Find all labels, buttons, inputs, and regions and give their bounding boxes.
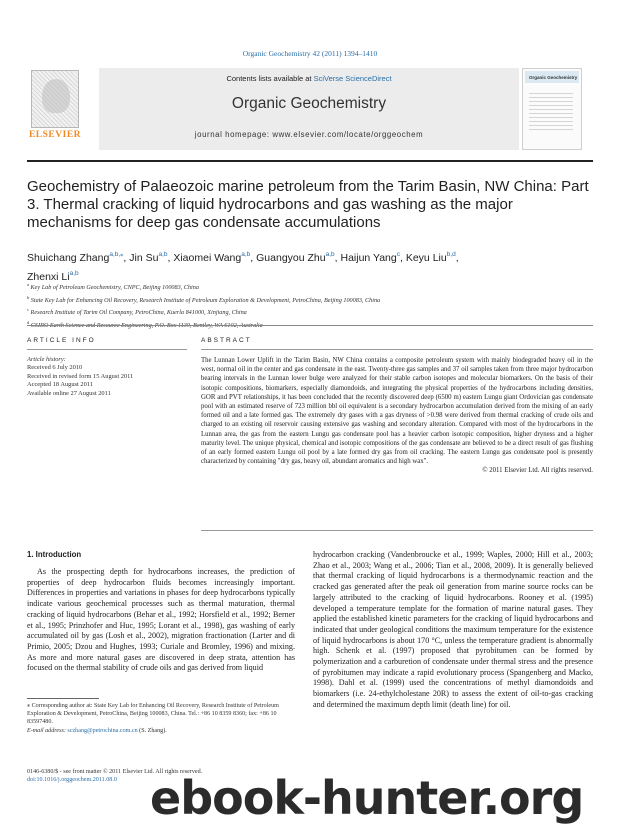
history-item: Received 6 July 2010 [27,364,83,372]
abstract-section [201,337,593,474]
abstract-heading: ABSTRACT [201,337,252,344]
body-paragraph: hydrocarbon cracking (Vandenbroucke et al., 1999; Waples, 2000; Hill et al., 2003; Zhao et al., 2003; Wang et al., 2006; Tian et al., 2008, 2009). It is generally believed that thermal cracking of liquid hydrocarbons is a thermodynamic reaction and the cracked gas generated after the peak oil generation from marine source rocks can be largely attributed to the cracking of liquid hydrocarbons. Rooney et al. (1995) developed a temperature template for the formation of marine natural gases. They applied the established kinetic parameters for the cracking of liquid hydrocarbons and indicated that under geological conditions the maximum temperature for the existence of liquid hydrocarbons is about 170 °C, unless the temperature gradient is abnormally high. Schenk et al. (1997) proposed that pyrobitumen can be formed by polymerization and a carburetion of condensate under thermal stress and the presence of pyrobitumen may indicate a rapid evolutionary process (Spangenberg and Macko, 1998). Dahl et al. (1999) used the concentrations of methyl diamondoids and biomarkers (i.e. 24-ethylcholestane 20R) to assess the extent of oil-to-gas cracking and determined the maximum depth limit (death line) for oil. [313,550,593,709]
affiliation-list [27,280,593,330]
journal-name: Organic Geochemistry [231,95,387,112]
front-matter-line: 0146-6380/$ - see front matter © 2011 Elsevier Ltd. All rights reserved. [27,769,203,775]
section-heading: 1. Introduction [27,550,82,559]
copyright-notice: © 2011 Elsevier Ltd. All rights reserved. [482,467,593,475]
affiliation: $^a$ Key Lab of Petroleum Geochemistry, CNPC, Beijing 100083, China [27,282,199,291]
history-item: Accepted 18 August 2011 [27,381,93,389]
article-info-rule [27,349,187,350]
masthead [99,68,519,150]
title-block-divider [27,325,593,326]
author[interactable]: Haijun Yang$^c$, [340,251,406,264]
affiliation: $^b$ State Key Lab for Enhancing Oil Recovery, Research Institute of Petroleum Exploration & Development, PetroChina, Beijing 100083, China [27,294,381,304]
author[interactable]: Guangyou Zhu$^{a,b}$, [256,251,341,264]
journal-cover-image[interactable] [522,68,582,150]
history-item: Received in revised form 15 August 2011 [27,372,134,380]
abstract-rule [201,349,593,350]
author[interactable]: Keyu Liu$^{b,d}$, [405,251,459,264]
article-title: Geochemistry of Palaeozoic marine petroleum from the Tarim Basin, NW China: Part 3. Thermal cracking of liquid hydrocarbons and gas washing as the major mechanisms for deep gas condensate accumulations [27,178,589,231]
author-email-link[interactable]: sczhang@petrochina.com.cn [67,727,138,734]
journal-homepage[interactable]: journal homepage: www.elsevier.com/locate/orggeochem [194,130,424,139]
footnote-rule [27,698,99,699]
author[interactable]: Shuichang Zhang$^{a,b,⁎}$, [27,251,130,264]
sciencedirect-link[interactable]: SciVerse ScienceDirect [313,74,392,83]
history-item: Available online 27 August 2011 [27,389,111,397]
abstract-text: The Lunnan Lower Uplift in the Tarim Basin, NW China contains a composite petroleum system with mainly biodegraded heavy oil in the west, normal oil in the center and gas condensate in the east. Twenty-three gas samples and 37 oil samples taken from three major hydrocarbon bearing intervals in the Lunnan lower bulge were analyzed for their stable carbon isotopes and molecular biomarkers. On the basis of their isotopic compositions, biomarkers, especially diamondoids, and integrating the physical properties of the hydrocarbons including densities, GOR and PVT relationships, it has been concluded that the recently discovered deep (6500 m) eastern Lungu giant Ordovician gas condensate pool with an estimated reserve of 723 million bbl oil equivalent is a secondary hydrocarbon accumulation derived from the mixing of an early formed oil and a late formed gas. The extremely dry gases with a gas dryness of >0.98 were derived from thermal cracking of crude oils and charged to an existing oil reservoir causing extensive gas washing and secondary alteration. Compared with most of the hydrocarbons in the Lunnan area, the gas from the eastern Lungu gas condensate pool has a heavier carbon isotopic composition, higher dryness and a higher maturity level. The unique physical, chemical and isotopic compositions of the gas condensate are believed to be a direct result of gas flushing of an early formed eastern Lungu oil pool by a late formed dry gas from oil cracking. The eastern Lungu gas condensate pool is presently characterized by containing "dry gas, heavy oil, abundant aromatics and high wax". [201,357,593,466]
watermark-overlay: ebook-hunter.org [150,771,584,825]
journal-reference[interactable]: Organic Geochemistry 42 (2011) 1394–1410 [242,49,378,58]
publisher-logo-text: ELSEVIER [28,130,82,140]
author[interactable]: Jin Su$^{a,b}$, [129,251,174,264]
article-info-heading: ARTICLE INFO [27,337,96,344]
article-history-label: Article history: [27,356,66,363]
elsevier-logo[interactable] [27,68,83,148]
affiliation: d [27,319,30,325]
cover-text-lines [529,93,573,133]
affiliation: $^c$ Research Institute of Tarim Oil Company, PetroChina, Kuerla 841000, Xinjiang, China [27,307,247,316]
abstract-bottom-rule [201,530,593,531]
article-history [27,356,187,398]
journal-header [27,68,593,154]
body-paragraph: As the prospecting depth for hydrocarbons increases, the prediction of properties of deep hydrocarbon fluids becomes increasingly important. Differences in properties and variations in phases for deep hydrocarbons typically indicate various geochemical processes such as thermal maturation, thermal cracking of liquid hydrocarbons (Behar et al., 1992; Horsfield et al., 1992; Berner et al., 1995; Prinzhofer and Huc, 1995; Lorant et al., 1998), gas washing of early accumulated oil by gas (Losh et al., 2002), migration fractionation (Larter and di Primio, 2005; Dzou and Hughes, 1993; Curiale and Bromley, 1996) and mixing. As more and more natural gases are discovered in deep strata, attention has focused on the thermal stability of crude oils and gas derived from liquid [27,567,295,673]
header-divider [27,160,593,162]
corresponding-author-text: ⁎ Corresponding author at: State Key Lab for Enhancing Oil Recovery, Research Institute of Petroleum Exploration & Development, PetroChina, Beijing 100083, China. Tel.: +86 10 8359 8360; fax: +86 10 83597480. [27,703,279,726]
elsevier-tree-icon [31,70,79,128]
body-column-right [313,550,593,711]
author[interactable]: Xiaomei Wang$^{a,b}$, [173,251,257,264]
contents-line [99,74,519,83]
email-line: E-mail address: sczhang@petrochina.com.cn (S. Zhang). [27,727,167,734]
body-column-left [27,550,295,674]
cover-title: Organic Geochemistry [529,75,578,80]
doi-link[interactable]: doi:10.1016/j.orggeochem.2011.08.0 [27,777,117,784]
contents-prefix: Contents lists available at [226,74,314,83]
article-info [27,337,187,398]
corresponding-author-footnote [27,702,295,735]
author[interactable]: Zhenxi Li$^{a,b}$ [27,270,79,283]
